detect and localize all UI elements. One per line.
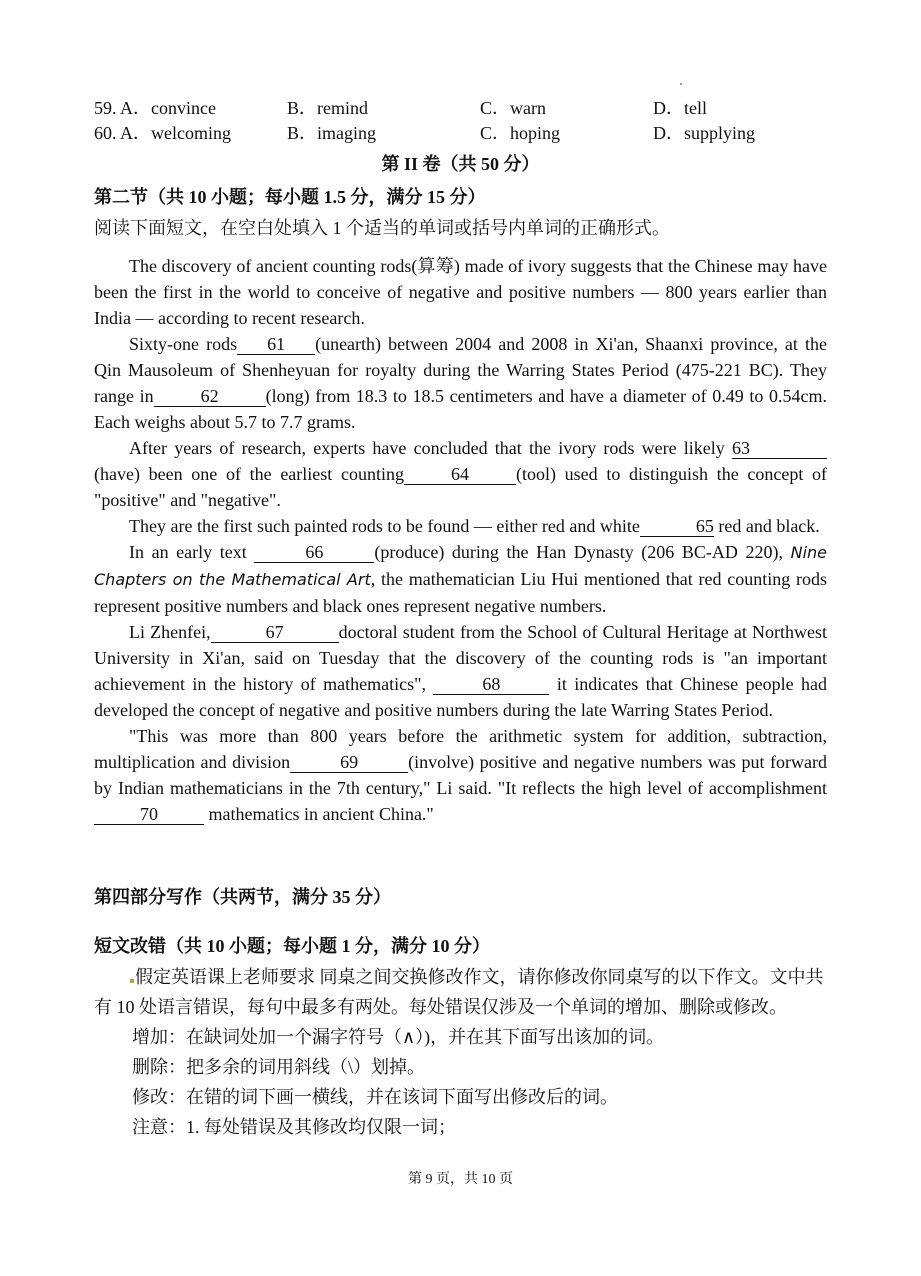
paragraph-2: Sixty-one rods 61 (unearth) between 2004 and 2008 in Xi'an, Shaanxi province, at the Qin Mausoleum of Shenheyuan for royalty during the Warring States Period (475-221 BC). They range in 62 (long) from 18.3 to 18.5 centimeters and have a diameter of 0.49 to 0.54cm. Each weighs about 5.7 to 7.7 grams. — [94, 334, 827, 432]
question-59 — [94, 96, 827, 120]
paragraph-3: After years of research, experts have concluded that the ivory rods were likely 63(have) been one of the earliest counting 64 (tool) used to distinguish the concept of "positive" and "negative". — [94, 438, 827, 510]
blank-65[interactable]: 65 — [640, 516, 714, 537]
blank-67[interactable]: 67 — [211, 622, 339, 643]
blank-70[interactable]: 70 — [94, 804, 204, 825]
q60-option-a: 60. A．welcoming — [94, 123, 231, 143]
correction-intro: 假定英语课上老师要求 同桌之间交换修改作文，请你修改你同桌写的以下作文。文中共有 10 处语言错误，每句中最多有两处。每处错误仅涉及一个单词的增加、删除或修改。 — [94, 967, 824, 1017]
q60-option-b: B．imaging — [287, 123, 376, 143]
blank-63[interactable]: 63 — [732, 438, 827, 459]
rule-delete: 删除：把多余的词用斜线（\）划掉。 — [132, 1057, 425, 1077]
blank-68[interactable]: 68 — [433, 674, 549, 695]
paragraph-5: In an early text 66 (produce) during the Han Dynasty (206 BC-AD 220), Nine Chapters on the Mathematical Art, the mathematician Liu Hui mentioned that red counting rods represent positive numbers and black ones represent negative numbers. — [94, 542, 827, 616]
rule-add: 增加：在缺词处加一个漏字符号（∧）)，并在其下面写出该加的词。 — [132, 1027, 665, 1047]
section2-instruction: 阅读下面短文，在空白处填入 1 个适当的单词或括号内单词的正确形式。 — [94, 218, 670, 238]
book-title: Nine Chapters on the Mathematical Art — [94, 543, 827, 589]
stray-dot — [680, 83, 682, 85]
q59-option-a: 59. A．convince — [94, 98, 216, 118]
section2-heading: 第二节（共 10 小题；每小题 1.5 分，满分 15 分） — [94, 187, 486, 207]
blank-66[interactable]: 66 — [254, 542, 374, 563]
paragraph-7: "This was more than 800 years before the arithmetic system for addition, subtraction, multiplication and division 69 (involve) positive and negative numbers was put forward by Indian mathematicians in the 7th century," Li said. "It reflects the high level of accomplishment70 mathematics in ancient China." — [94, 726, 828, 824]
page-footer: 第 9 页，共 10 页 — [408, 1172, 513, 1187]
part2-title: 第 II 卷（共 50 分） — [381, 154, 540, 174]
correction-heading: 短文改错（共 10 小题；每小题 1 分，满分 10 分） — [94, 936, 490, 956]
cloze-passage — [94, 253, 827, 827]
paragraph-6: Li Zhenfei, 67 doctoral student from the School of Cultural Heritage at Northwest University in Xi'an, said on Tuesday that the discovery of the counting rods is "an important achievement in the history of mathematics", 68 it indicates that Chinese people had developed the concept of negative and positive numbers during the late Warring States Period. — [94, 622, 827, 720]
q60-option-d: D．supplying — [653, 123, 756, 143]
paragraph-1: The discovery of ancient counting rods(算筹) made of ivory suggests that the Chinese may have been the first in the world to conceive of negative and positive numbers — 800 years earlier than India — according to recent research. — [94, 256, 827, 328]
q59-option-c: C．warn — [480, 98, 546, 118]
blank-64[interactable]: 64 — [404, 464, 516, 485]
q60-option-c: C．hoping — [480, 123, 561, 143]
paragraph-4: They are the first such painted rods to be found — either red and white 65 red and black. — [129, 516, 820, 536]
part4-heading: 第四部分写作（共两节，满分 35 分） — [94, 887, 391, 907]
q59-option-d: D．tell — [653, 98, 707, 118]
edit-marker-icon — [130, 979, 134, 983]
q59-option-b: B．remind — [287, 98, 368, 118]
rule-note: 注意：1. 每处错误及其修改均仅限一词； — [132, 1117, 456, 1137]
correction-instructions — [94, 962, 827, 1142]
question-60 — [94, 121, 827, 145]
blank-62[interactable]: 62 — [154, 386, 266, 407]
blank-69[interactable]: 69 — [290, 752, 408, 773]
blank-61[interactable]: 61 — [237, 334, 315, 355]
rule-modify: 修改：在错的词下画一横线，并在该词下面写出修改后的词。 — [132, 1087, 618, 1107]
